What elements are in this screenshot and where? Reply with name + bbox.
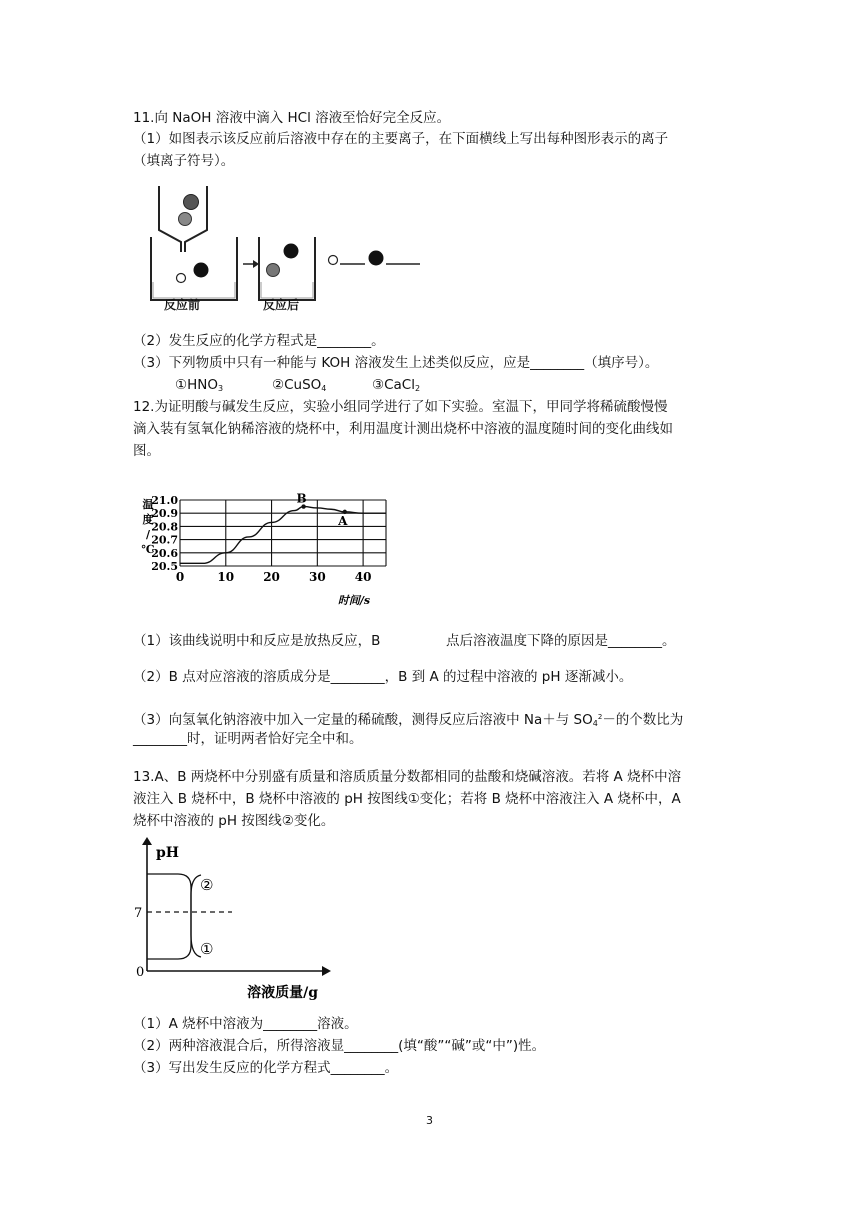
ion-grey-after bbox=[267, 264, 280, 277]
q12-line1: 12.为证明酸与碱发生反应，实验小组同学进行了如下实验。室温下，甲同学将稀硫酸慢慢 bbox=[133, 399, 668, 415]
curve-ph-high-drop bbox=[147, 874, 201, 957]
y-axis-label: pH bbox=[156, 845, 180, 861]
ion-black-before bbox=[194, 263, 209, 278]
q11-option-2: ②CuSO$_4$ bbox=[272, 377, 327, 393]
x-axis-label: 溶液质量/g bbox=[247, 985, 318, 1001]
q11-option-1: $①HNO_3$ bbox=[175, 377, 224, 393]
q11-part1-cont: （填离子符号）。 bbox=[133, 153, 235, 169]
x-axis-arrow bbox=[322, 966, 331, 976]
q11-part3: （3）下列物质中只有一种能与 KOH 溶液发生上述类似反应，应是________（填序号）。 bbox=[133, 355, 659, 371]
q12-part1: （1）该曲线说明中和反应是放热反应，B bbox=[133, 633, 381, 649]
y-label-char: ℃ bbox=[141, 543, 155, 556]
q13-line1: 13.A、B 两烧杯中分别盛有质量和溶质质量分数都相同的盐酸和烧碱溶液。若将 A 烧杯中溶 bbox=[133, 769, 682, 785]
temperature-time-chart bbox=[136, 490, 398, 608]
label-after-reaction: 反应后 bbox=[263, 298, 300, 312]
q11-part2: （2）发生反应的化学方程式是________。 bbox=[133, 333, 385, 349]
ion-black-after bbox=[284, 244, 299, 259]
y-tick-label: 20.6 bbox=[151, 546, 178, 560]
ion-reaction-diagram bbox=[145, 182, 430, 312]
x-tick-label: 20 bbox=[263, 570, 280, 584]
q13-part1: （1）A 烧杯中溶液为________溶液。 bbox=[133, 1016, 358, 1032]
q13-part2: （2）两种溶液混合后，所得溶液显________(填“酸”“碱”或“中”)性。 bbox=[133, 1038, 546, 1054]
y-label-char: / bbox=[145, 528, 151, 541]
tick-label-7: 7 bbox=[134, 906, 143, 921]
y-axis-arrow bbox=[142, 837, 152, 845]
q11-title: 11.向 NaOH 溶液中滴入 HCl 溶液至恰好完全反应。 bbox=[133, 110, 451, 126]
q12-line3: 图。 bbox=[133, 443, 160, 459]
x-tick-label: 40 bbox=[354, 570, 372, 584]
x-axis-label: 时间/s bbox=[337, 594, 371, 607]
y-label-char: 度 bbox=[142, 513, 154, 526]
y-tick-label: 20.8 bbox=[151, 520, 178, 534]
q12-part2: （2）B 点对应溶液的溶质成分是________，B 到 A 的过程中溶液的 pH 逐渐减小。 bbox=[133, 669, 633, 685]
label-before-reaction: 反应前 bbox=[164, 298, 201, 312]
ion-black-key bbox=[369, 251, 384, 266]
tick-label-0: 0 bbox=[136, 965, 145, 980]
ion-white-before bbox=[177, 274, 186, 283]
y-tick-label: 20.5 bbox=[151, 560, 178, 573]
x-tick-label: 10 bbox=[217, 570, 235, 584]
page-number: 3 bbox=[426, 1114, 433, 1127]
temperature-curve bbox=[180, 507, 386, 564]
q13-line2: 液注入 B 烧杯中，B 烧杯中溶液的 pH 按图线①变化；若将 B 烧杯中溶液注入 A 烧杯中，A bbox=[133, 791, 681, 807]
y-tick-label: 21.0 bbox=[151, 494, 178, 507]
point-a-label: A bbox=[338, 513, 348, 528]
q12-part3-cont: ________时，证明两者恰好完全中和。 bbox=[133, 731, 363, 747]
curve-label-1: ① bbox=[200, 940, 214, 958]
curve-ph-low-rise bbox=[147, 875, 201, 959]
y-tick-label: 20.9 bbox=[151, 507, 178, 521]
ion-dark-funnel bbox=[184, 195, 199, 210]
x-tick-label: 0 bbox=[175, 570, 185, 584]
q13-part3: （3）写出发生反应的化学方程式________。 bbox=[133, 1060, 399, 1076]
q11-option-3: ③CaCl$_2$ bbox=[372, 377, 421, 393]
ph-change-chart bbox=[128, 835, 343, 1005]
arrow-icon bbox=[243, 260, 259, 268]
y-tick-label: 20.7 bbox=[151, 533, 178, 547]
ion-white-key bbox=[329, 256, 338, 265]
q12-line2: 滴入装有氢氧化钠稀溶液的烧杯中，利用温度计测出烧杯中溶液的温度随时间的变化曲线如 bbox=[133, 421, 673, 437]
ion-grey-funnel bbox=[179, 213, 192, 226]
x-tick-label: 30 bbox=[308, 570, 326, 584]
point-b-label: B bbox=[296, 491, 307, 506]
q12-part1-cont: 点后溶液温度下降的原因是________。 bbox=[446, 633, 676, 649]
q12-part3: （3）向氢氧化钠溶液中加入一定量的稀硫酸，测得反应后溶液中 Na＋与 $SO_4^2-$的个数比为 bbox=[133, 712, 684, 728]
q13-line3: 烧杯中溶液的 pH 按图线②变化。 bbox=[133, 813, 335, 829]
q11-part1: （1）如图表示该反应前后溶液中存在的主要离子，在下面横线上写出每种图形表示的离子 bbox=[133, 131, 669, 147]
y-label-char: 温 bbox=[142, 498, 154, 511]
curve-label-2: ② bbox=[200, 876, 214, 894]
